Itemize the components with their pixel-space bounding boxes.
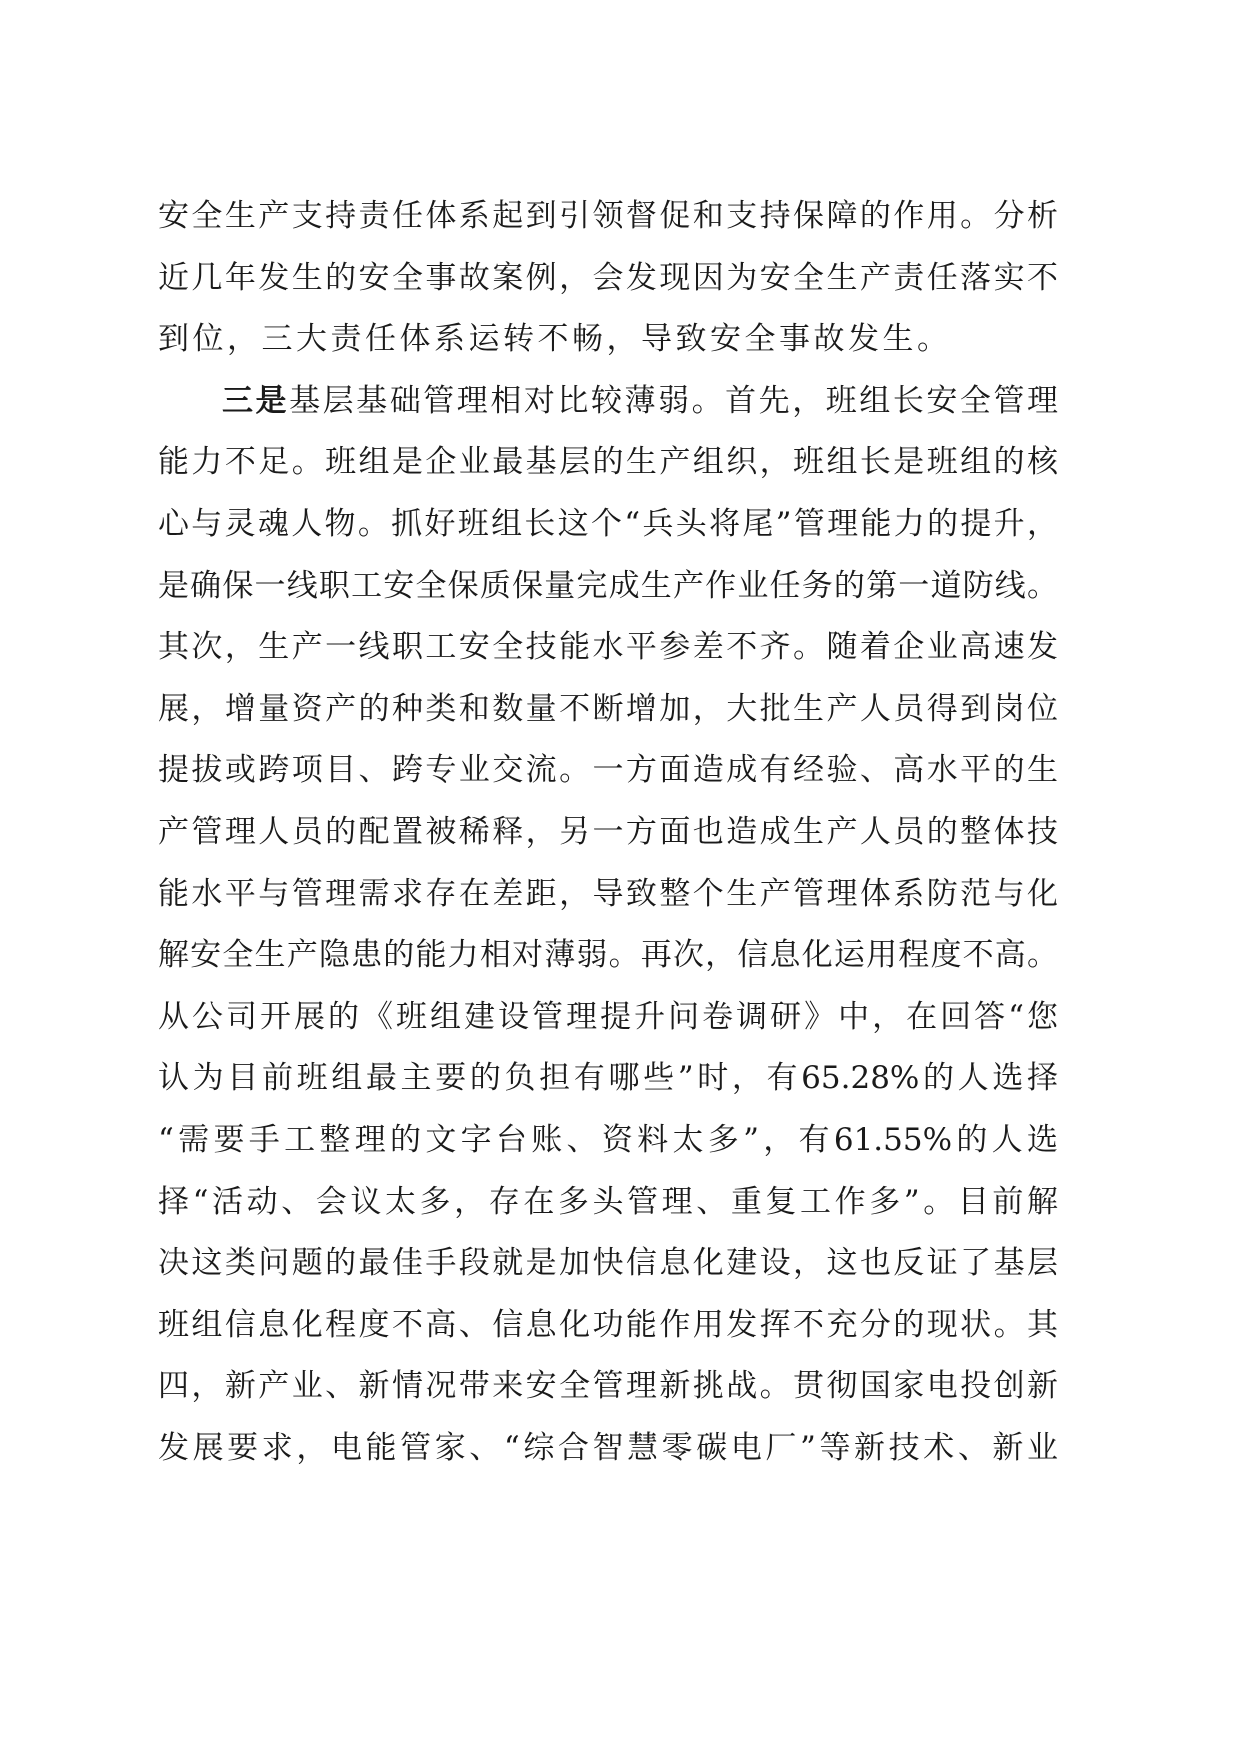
paragraph-2-line: 展，增量资产的种类和数量不断增加，大批生产人员得到岗位 [158, 690, 1058, 727]
paragraph-2-line: 心与灵魂人物。抓好班组长这个“兵头将尾”管理能力的提升， [158, 505, 1058, 542]
body-text [158, 186, 1058, 1479]
paragraph-2-line: 认为目前班组最主要的负担有哪些”时，有65.28%的人选择 [158, 1060, 1058, 1097]
paragraph-2-line: 能力不足。班组是企业最基层的生产组织，班组长是班组的核 [158, 444, 1058, 481]
paragraph-2-line: 择“活动、会议太多，存在多头管理、重复工作多”。目前解 [158, 1183, 1058, 1220]
paragraph-2-line: 能水平与管理需求存在差距，导致整个生产管理体系防范与化 [158, 875, 1058, 912]
paragraph-1-line: 安全生产支持责任体系起到引领督促和支持保障的作用。分析 [158, 198, 1058, 234]
paragraph-2-line: 发展要求，电能管家、“综合智慧零碳电厂”等新技术、新业 [158, 1429, 1058, 1466]
paragraph-2-lead: 三是 [222, 382, 290, 419]
paragraph-2-line: 四，新产业、新情况带来安全管理新挑战。贯彻国家电投创新 [158, 1368, 1058, 1405]
paragraph-2-line: 班组信息化程度不高、信息化功能作用发挥不充分的现状。其 [158, 1306, 1058, 1343]
paragraph-2-line: 产管理人员的配置被稀释，另一方面也造成生产人员的整体技 [158, 813, 1058, 850]
paragraph-2-line: 从公司开展的《班组建设管理提升问卷调研》中，在回答“您 [158, 998, 1058, 1035]
paragraph-2-line: 其次，生产一线职工安全技能水平参差不齐。随着企业高速发 [158, 629, 1058, 666]
paragraph-1-line: 到位，三大责任体系运转不畅，导致安全事故发生。 [158, 321, 952, 358]
paragraph-1-line: 近几年发生的安全事故案例，会发现因为安全生产责任落实不 [158, 259, 1058, 296]
paragraph-2-line: 决这类问题的最佳手段就是加快信息化建设，这也反证了基层 [158, 1245, 1058, 1282]
paragraph-2-line: 提拔或跨项目、跨专业交流。一方面造成有经验、高水平的生 [158, 752, 1058, 789]
paragraph-2-first-line-text: 基层基础管理相对比较薄弱。首先，班组长安全管理 [289, 382, 1059, 419]
paragraph-2-line: 解安全生产隐患的能力相对薄弱。再次，信息化运用程度不高。 [158, 937, 1058, 974]
paragraph-2-line: 是确保一线职工安全保质保量完成生产作业任务的第一道防线。 [158, 567, 1058, 604]
paragraph-2-first-line [158, 371, 1058, 433]
paragraph-2-line: “需要手工整理的文字台账、资料太多”，有61.55%的人选 [158, 1121, 1058, 1158]
